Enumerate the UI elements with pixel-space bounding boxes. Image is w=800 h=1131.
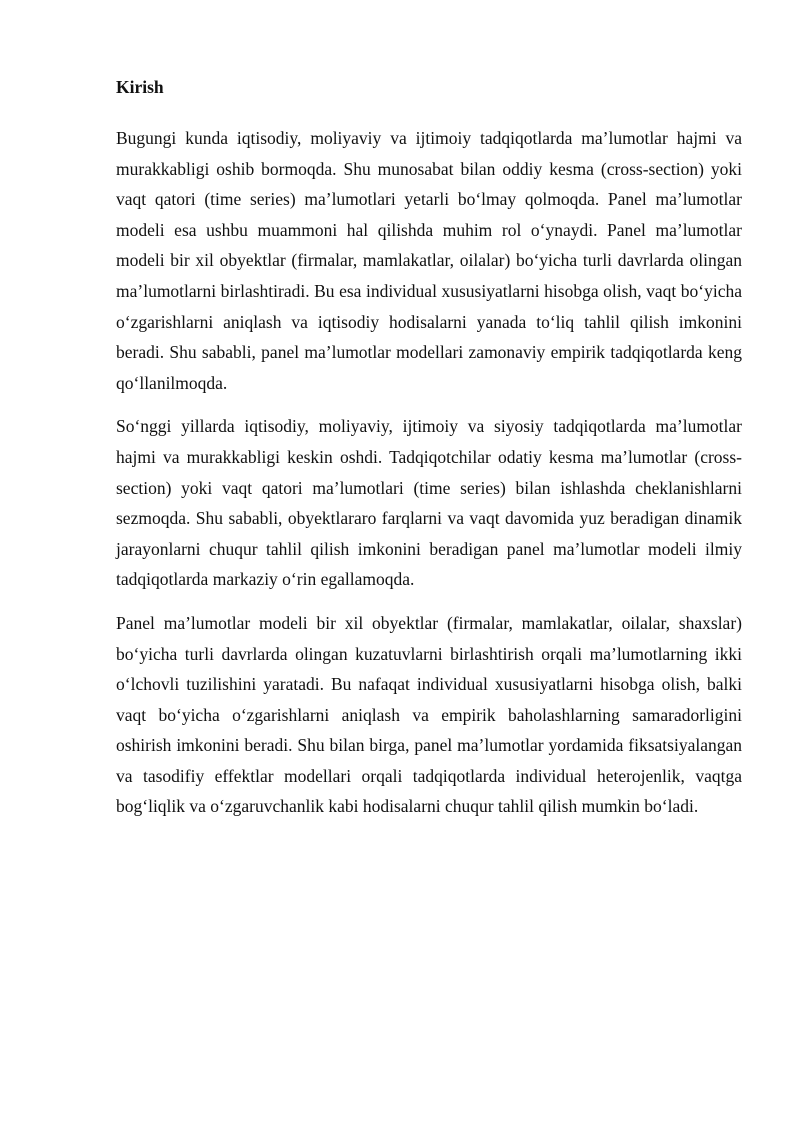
paragraph-3: Panel ma’lumotlar modeli bir xil obyektlar (firmalar, mamlakatlar, oilalar, shaxslar) bo‘yicha turli davrlarda olingan kuzatuvlarni birlashtirish orqali ma’lumotlarning ikki o‘lchovli tuzilishini yaratadi. Bu nafaqat individual xususiyatlarni hisobga olish, balki vaqt bo‘yicha o‘zgarishlarni aniqlash va empirik baholashlarning samaradorligini oshirish imkonini beradi. Shu bilan birga, panel ma’lumotlar yordamida fiksatsiyalangan va tasodifiy effektlar modellari orqali tadqiqotlarda individual heterojenlik, vaqtga bog‘liqlik va o‘zgaruvchanlik kabi hodisalarni chuqur tahlil qilish mumkin bo‘ladi. xyxy=(116,612,742,817)
paragraph-1: Bugungi kunda iqtisodiy, moliyaviy va ijtimoiy tadqiqotlarda ma’lumotlar hajmi va murakkabligi oshib bormoqda. Shu munosabat bilan oddiy kesma (cross-section) yoki vaqt qatori (time series) ma’lumotlari yetarli bo‘lmay qolmoqda. Panel ma’lumotlar modeli esa ushbu muammoni hal qilishda muhim rol o‘ynaydi. Panel ma’lumotlar modeli bir xil obyektlar (firmalar, mamlakatlar, oilalar) bo‘yicha turli davrlarda olingan ma’lumotlarni birlashtiradi. Bu esa individual xususiyatlarni hisobga olish, vaqt bo‘yicha o‘zgarishlarni aniqlash va iqtisodiy hodisalarni yanada to‘liq tahlil qilish imkonini beradi. Shu sababli, panel ma’lumotlar modellari zamonaviy empirik tadqiqotlarda keng qo‘llanilmoqda. xyxy=(116,128,742,393)
paragraph-2: So‘nggi yillarda iqtisodiy, moliyaviy, ijtimoiy va siyosiy tadqiqotlarda ma’lumotlar hajmi va murakkabligi keskin oshdi. Tadqiqotchilar odatiy kesma ma’lumotlar (cross-section) yoki vaqt qatori ma’lumotlari (time series) bilan ishlashda cheklanishlarni sezmoqda. Shu sababli, obyektlararo farqlarni va vaqt davomida yuz beradigan dinamik jarayonlarni chuqur tahlil qilish imkonini beradigan panel ma’lumotlar modeli ilmiy tadqiqotlarda markaziy o‘rin egallamoqda. xyxy=(116,416,742,590)
document-page xyxy=(116,74,742,835)
section-heading: Kirish xyxy=(116,77,164,97)
